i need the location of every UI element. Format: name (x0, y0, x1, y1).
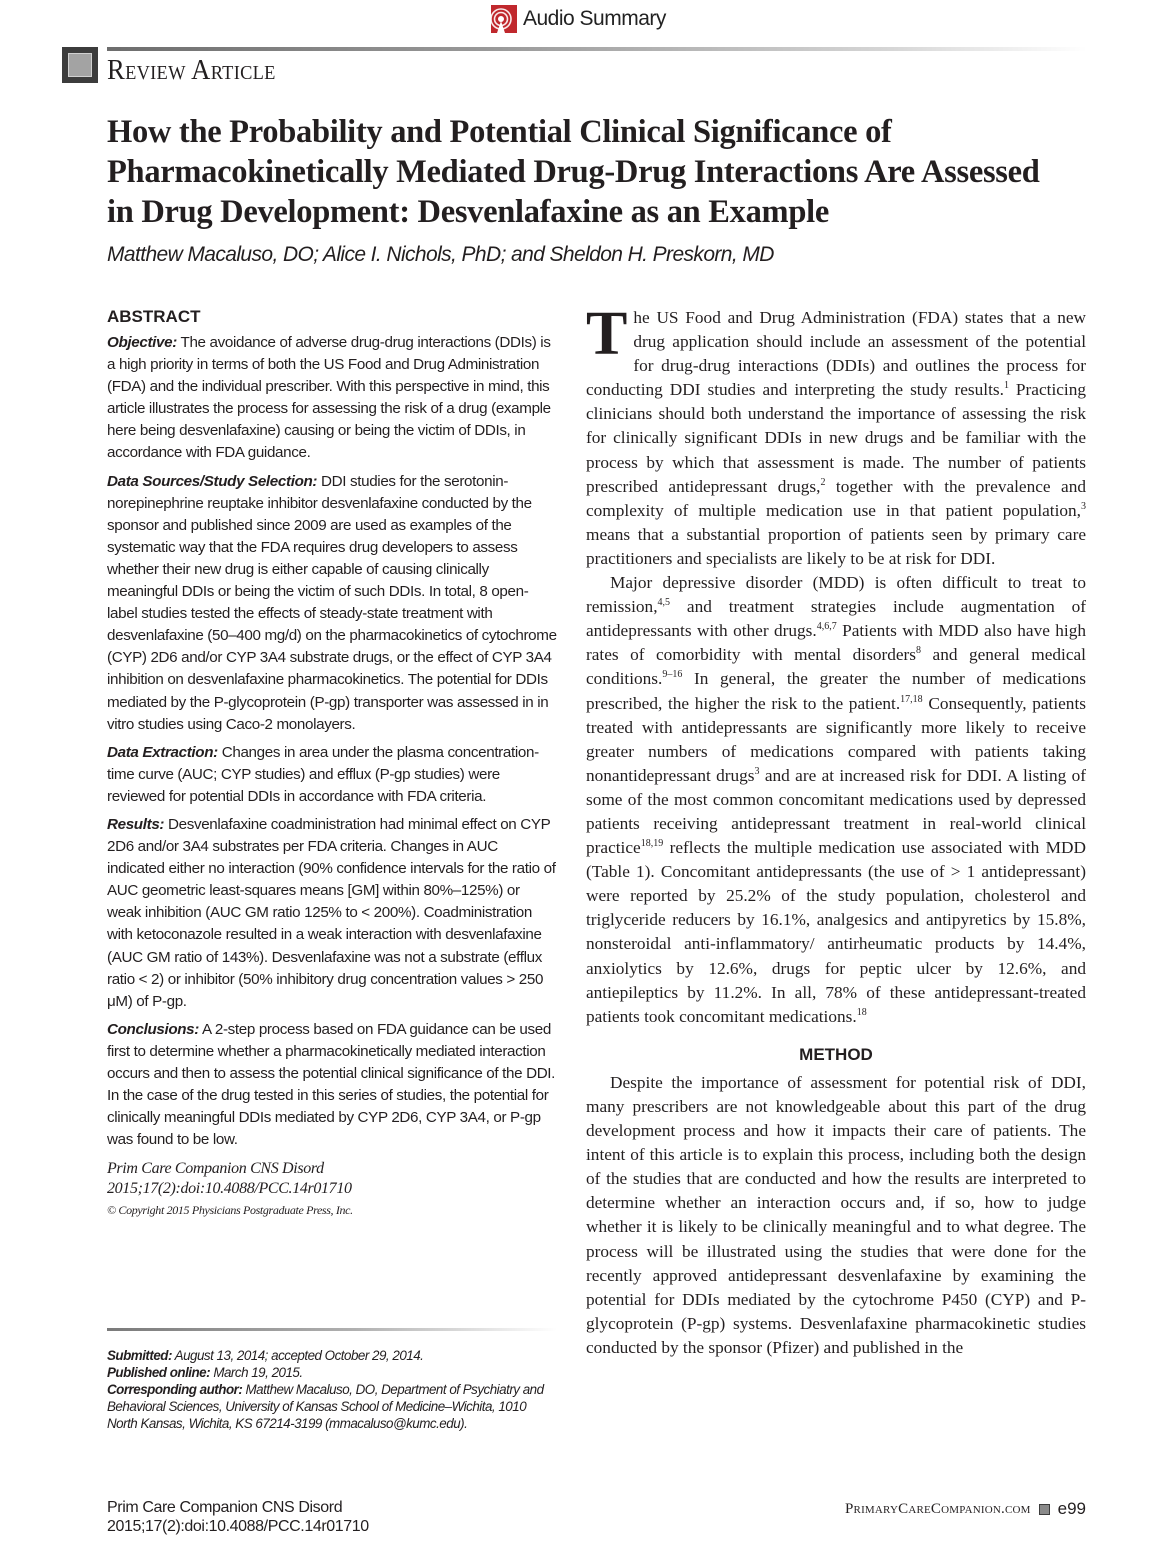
abstract-section-text: The avoidance of adverse drug-drug interactions (DDIs) is a high priority in terms of both the US Food and Drug Administration (FDA) and the individual prescriber. With this perspective in mind, this article illustrates the process for assessing the risk of a drug (example here being desvenlafaxine) causing or being the victim of DDIs, in accordance with FDA guidance. (107, 334, 551, 462)
abstract (107, 306, 557, 1219)
citation-ref[interactable]: 18,19 (640, 838, 664, 850)
page-number: e99 (1057, 1499, 1086, 1518)
footer-doi: 2015;17(2):doi:10.4088/PCC.14r01710 (107, 1518, 369, 1535)
abstract-conclusions (107, 1019, 557, 1152)
body-text: Consequently, patients treated with antidepressants are significantly more likely to receive greater numbers of medications compared with patients taking nonantidepressant drugs (586, 693, 1086, 785)
body-text: reflects the multiple medication use associated with MDD (Table 1). Concomitant antidepressants (the use of > 1 antidepressant) were reported by 25.2% of the study population, cholesterol and triglyceride reducers by 16.1%, analgesics and antipyretics by 15.8%, nonsteroidal anti-inflammatory/ antirheumatic products by 14.4%, anxiolytics by 12.6%, drugs for peptic ulcer by 12.6%, and antiepileptics by 11.2%. In all, 78% of these antidepressant-treated patients took concomitant medications. (586, 838, 1086, 1026)
abstract-section-label: Results: (107, 815, 165, 833)
published-text: March 19, 2015. (210, 1365, 303, 1380)
citation-ref[interactable]: 4,6,7 (816, 621, 837, 633)
body-text: Major depressive disorder (MDD) is often difficult to treat to remission, (586, 573, 1086, 617)
body-text: In general, the greater the number of medications prescribed, the higher the risk to the patient. (586, 669, 1086, 713)
footer-journal: Prim Care Companion CNS Disord (107, 1499, 343, 1516)
body-text: and are at increased risk for DDI. A listing of some of the most common concomitant medications used by depressed patients receiving antidepressant treatment in real-world clinical practice (586, 765, 1086, 858)
citation-ref[interactable]: 8 (916, 645, 922, 657)
abstract-results (107, 814, 557, 1013)
abstract-data-sources (107, 471, 557, 736)
square-bullet-icon (1039, 1504, 1050, 1515)
body-text: Patients with MDD also have high rates of comorbidity with mental disorders (586, 621, 1086, 665)
abstract-heading: ABSTRACT (107, 307, 201, 326)
audio-summary-label: Audio Summary (523, 7, 666, 30)
article-title: How the Probability and Potential Clinical Significance of Pharmacokinetically Mediated Drug-Drug Interactions Are Assessed in Drug Development: Desvenlafaxine as an Example (107, 114, 1040, 230)
audio-summary-link[interactable] (491, 4, 666, 34)
abstract-section-label: Data Sources/Study Selection: (107, 472, 318, 490)
abstract-section-text: Changes in area under the plasma concentration-time curve (AUC; CYP studies) and efflux (P-gp studies) were reviewed for potential DDIs in accordance with FDA criteria. (107, 743, 539, 805)
abstract-section-text: DDI studies for the serotonin-norepinephrine reuptake inhibitor desvenlafaxine conducted by the sponsor and published since 2009 are used as examples of the systematic way that the FDA requires drug developers to assess whether their new drug is either capable of causing clinically meaningful DDIs or being the victim of such DDIs. In total, 8 open-label studies tested the effects of steady-state treatment with desvenlafaxine (50–400 mg/d) on the pharmacokinetics of cytochrome (CYP) 2D6 and/or CYP 3A4 substrate drugs, or the effect of CYP 3A4 inhibition on desvenlafaxine pharmacokinetics. The potential for DDIs mediated by the P-glycoprotein (P-gp) transporter was assessed in in vitro studies using Caco-2 monolayers. (107, 472, 557, 733)
submitted-label: Submitted: (107, 1348, 172, 1363)
submitted-note (107, 1347, 557, 1364)
published-label: Published online: (107, 1365, 211, 1380)
abstract-section-label: Conclusions: (107, 1020, 199, 1038)
corresponding-author-note (107, 1381, 557, 1432)
citation-ref[interactable]: 17,18 (900, 693, 923, 705)
published-note (107, 1364, 557, 1381)
citation-ref[interactable]: 3 (1081, 500, 1086, 512)
body-text: Practicing clinicians should both understand the importance of assessing the risk for clinically significant DDIs in new drugs and be familiar with the process by which that assessment is made. The number of patients prescribed antidepressant drugs, (586, 380, 1086, 496)
site-link[interactable]: PrimaryCareCompanion.com (844, 1500, 1031, 1517)
citation-ref[interactable]: 4,5 (657, 597, 671, 609)
method-heading: METHOD (799, 1044, 873, 1064)
citation-ref[interactable]: 9–16 (662, 669, 683, 681)
citation-ref[interactable]: 1 (1003, 380, 1009, 392)
copyright-notice: © Copyright 2015 Physicians Postgraduate Press, Inc. (107, 1203, 353, 1218)
abstract-section-label: Data Extraction: (107, 743, 218, 761)
abstract-objective (107, 332, 557, 465)
body-text: he US Food and Drug Administration (FDA) states that a new drug application should include an assessment of the potential for drug-drug interactions (DDIs) and outlines the process for conducting DDI studies and interpreting the study results. (586, 308, 1086, 400)
author-list: Matthew Macaluso, DO; Alice I. Nichols, PhD; and Sheldon H. Preskorn, MD (107, 243, 774, 266)
article-body (586, 300, 1086, 1360)
citation-ref[interactable]: 3 (754, 765, 760, 777)
article-notes (107, 1347, 557, 1432)
body-text: means that a substantial proportion of patients seen by primary care practitioners and specialists are likely to be at risk for DDI. (586, 524, 1086, 568)
submitted-text: August 13, 2014; accepted October 29, 2014. (171, 1348, 424, 1363)
footer-citation (107, 1498, 369, 1536)
abstract-citation (107, 1159, 557, 1199)
abstract-data-extraction (107, 742, 557, 808)
abstract-section-label: Objective: (107, 334, 177, 351)
citation-doi[interactable]: 2015;17(2):doi:10.4088/PCC.14r01710 (107, 1180, 352, 1198)
body-text: and treatment strategies include augmentation of antidepressants with other drugs. (586, 597, 1086, 641)
section-label: Review Article (107, 54, 276, 86)
abstract-section-text: Desvenlafaxine coadministration had minimal effect on CYP 2D6 and/or 3A4 substrates per FDA criteria. Changes in AUC indicated either no interaction (90% confidence intervals for the ratio of AUC geometric least-squares means [GM] within 80%–125%) or weak inhibition (AUC GM ratio 125% to < 200%). Coadministration with ketoconazole resulted in a weak interaction with desvenlafaxine (AUC GM ratio of 143%). Desvenlafaxine was not a substrate (efflux ratio < 2) or inhibitor (50% inhibitory drug concentration values > 250 μM) of P-gp. (107, 815, 556, 1010)
body-text: and general medical conditions. (586, 645, 1086, 689)
body-paragraph (586, 571, 1086, 1029)
corresponding-label: Corresponding author: (107, 1382, 243, 1397)
corresponding-text: Matthew Macaluso, DO, Department of Psychiatry and Behavioral Sciences, University of Kansas School of Medicine–Wichita, 1010 North Kansas, Wichita, KS 67214-3199 (mmacaluso@kumc.edu). (107, 1382, 544, 1431)
citation-ref[interactable]: 18 (856, 1006, 867, 1018)
drop-cap: T (586, 300, 628, 368)
citation-ref[interactable]: 2 (820, 476, 826, 488)
body-paragraph: Despite the importance of assessment for potential risk of DDI, many prescribers are not knowledgeable about this part of the drug development process and how it impacts their care of patients. The intent of this article is to explain this process, including both the design of the studies that are conducted and how the results are interpreted to determine whether an interaction occurs and, if so, how to judge whether it is likely to be clinically meaningful and to what degree. The process will be illustrated using the studies that were done for the recently approved antidepressant desvenlafaxine by examining the potential for DDIs mediated by the cytochrome P450 (CYP) and P-glycoprotein (P-gp) systems. Desvenlafaxine pharmacokinetic studies conducted by the sponsor (Pfizer) and published in the (586, 1072, 1086, 1357)
header-rule (107, 47, 1087, 51)
footer-site (845, 1499, 1086, 1519)
body-text: together with the prevalence and complexity of multiple medication use in that patient population, (586, 476, 1086, 520)
section-marker-icon (62, 47, 98, 83)
notes-divider (107, 1328, 557, 1331)
body-paragraph (586, 300, 1086, 571)
audio-broadcast-icon (491, 5, 517, 33)
citation-journal: Prim Care Companion CNS Disord (107, 1160, 324, 1178)
abstract-section-text: A 2-step process based on FDA guidance can be used first to determine whether a pharmacokinetically mediated interaction occurs and then to assess the potential clinical significance of the DDI. In the case of the drug tested in this series of studies, the potential for clinically meaningful DDIs mediated by CYP 2D6, CYP 3A4, or P-gp was found to be low. (107, 1020, 556, 1149)
